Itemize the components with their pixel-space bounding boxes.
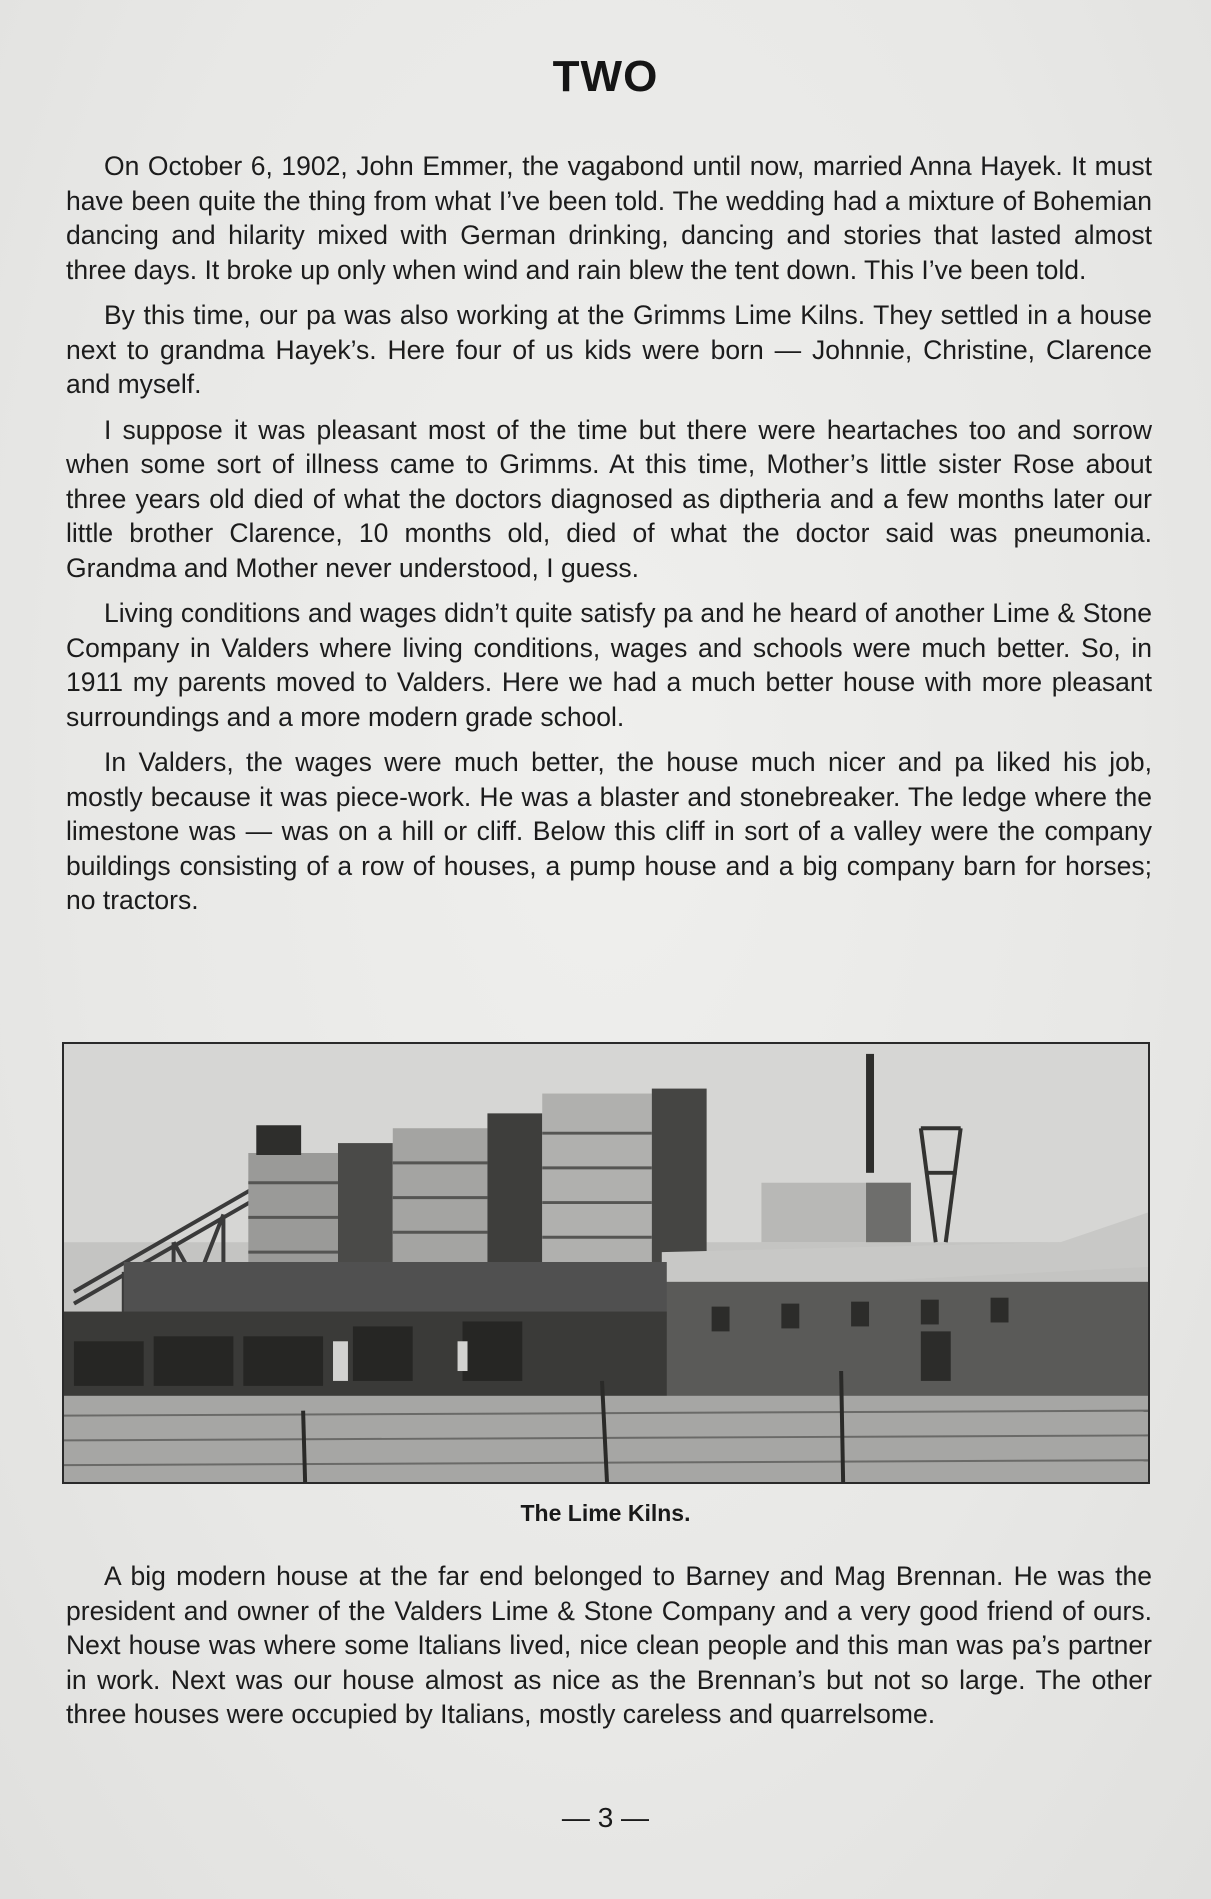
figure-caption: The Lime Kilns. [520, 1500, 691, 1526]
lime-kilns-photo [62, 1042, 1150, 1484]
paragraph: I suppose it was pleasant most of the time but there were heartaches too and sorrow when some sort of illness came to Grimms. At this time, Mother’s little sister Rose about three years old died of what the doctors diagnosed as diptheria and a few months later our little brother Clarence, 10 months old, died of what the doctor said was pneumonia. Grandma and Mother never understood, I guess. [66, 414, 1152, 583]
text-block-top [66, 149, 1152, 929]
page-number: — 3 — [561, 1802, 650, 1833]
text-block-bottom [66, 1559, 1152, 1743]
paragraph: Living conditions and wages didn’t quite satisfy pa and he heard of another Lime & Stone Company in Valders where living conditions, wages and schools were much better. So, in 1911 my parents moved to Valders. Here we had a much better house with more pleasant surroundings and a more modern grade school. [66, 598, 1152, 732]
paragraph: On October 6, 1902, John Emmer, the vagabond until now, married Anna Hayek. It must have been quite the thing from what I’ve been told. The wedding had a mixture of Bohemian dancing and hilarity mixed with German drinking, dancing and stories that lasted almost three days. It broke up only when wind and rain blew the tent down. This I’ve been told. [66, 151, 1152, 285]
paragraph: In Valders, the wages were much better, the house much nicer and pa liked his job, mostly because it was piece-work. He was a blaster and stonebreaker. The ledge where the limestone was — was on a hill or cliff. Below this cliff in sort of a valley were the company buildings consisting of a row of houses, a pump house and a big company barn for horses; no tractors. [66, 747, 1152, 915]
paragraph: By this time, our pa was also working at the Grimms Lime Kilns. They settled in a house next to grandma Hayek’s. Here four of us kids were born — Johnnie, Christine, Clarence and myself. [66, 300, 1152, 399]
chapter-title: TWO [552, 52, 659, 101]
paragraph: A big modern house at the far end belonged to Barney and Mag Brennan. He was the president and owner of the Valders Lime & Stone Company and a very good friend of ours. Next house was where some Italians lived, nice clean people and this man was pa’s partner in work. Next was our house almost as nice as the Brennan’s but not so large. The other three houses were occupied by Italians, mostly careless and quarrelsome. [66, 1561, 1152, 1729]
photo-illustration [64, 1044, 1148, 1482]
